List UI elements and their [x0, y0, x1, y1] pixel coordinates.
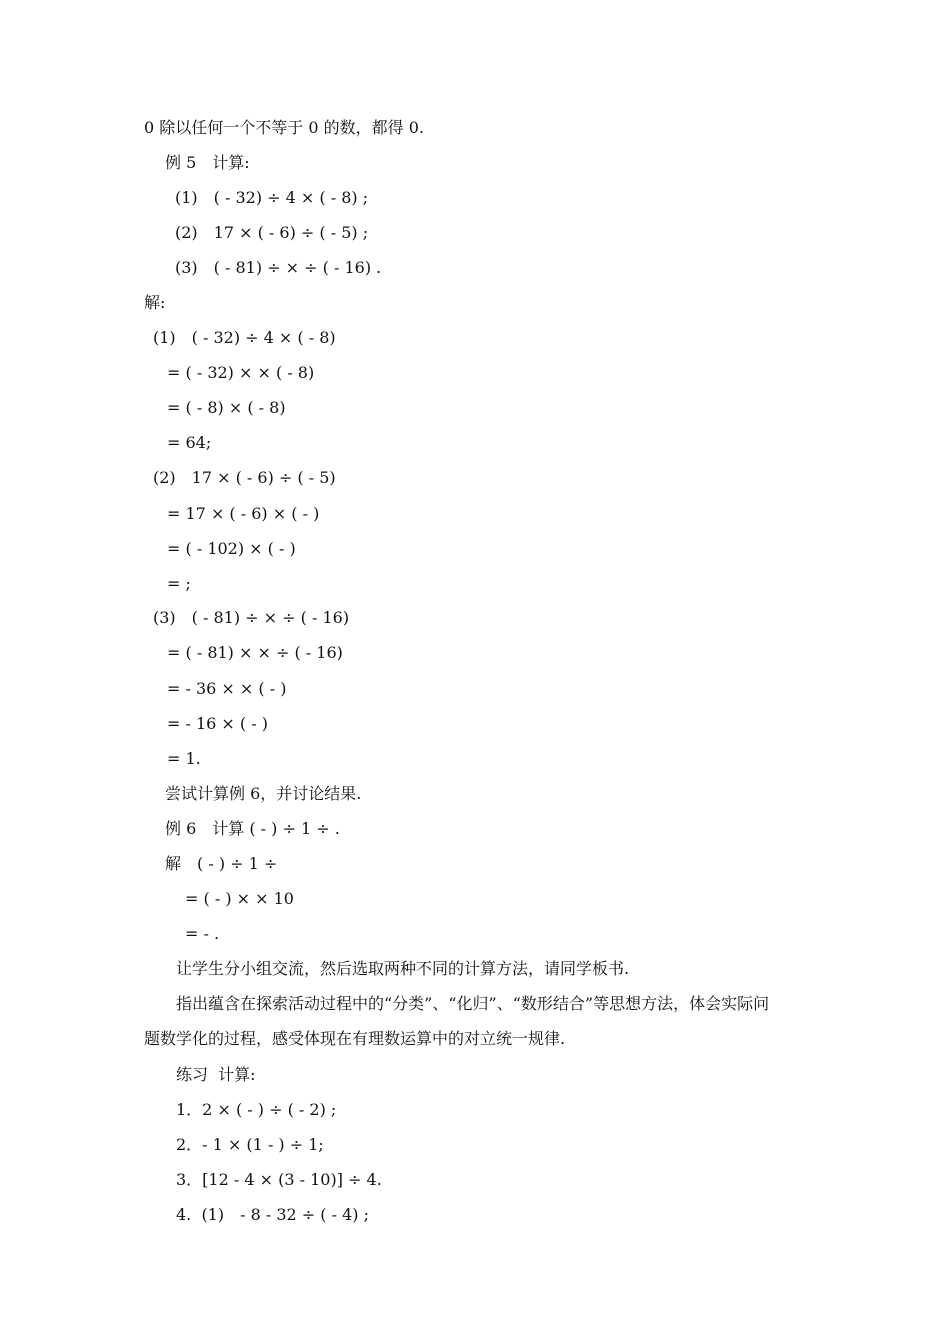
solution-step: = - 16 × ( - ) [167, 714, 268, 733]
exercise-item: 4. (1) - 8 - 32 ÷ ( - 4) ; [176, 1205, 370, 1224]
exercise-item: 2．- 1 × (1 - ) ÷ 1; [176, 1135, 324, 1154]
solution-step: = 64; [167, 433, 212, 452]
solution-step: = ( - 32) × × ( - 8) [167, 363, 315, 382]
solution-step: = ( - 8) × ( - 8) [167, 398, 286, 417]
example-heading: 例 5 计算: [165, 153, 250, 172]
text-line: 题数学化的过程，感受体现在有理数运算中的对立统一规律. [144, 1029, 566, 1048]
text-line: 让学生分小组交流，然后选取两种不同的计算方法，请同学板书. [176, 959, 630, 978]
solution-step: = ( - ) × × 10 [185, 889, 294, 908]
solution-step: = ( - 81) × × ÷ ( - 16) [167, 643, 343, 662]
problem-item: (1) ( - 32) ÷ 4 × ( - 8) ; [175, 188, 369, 207]
solution-step: 解 ( - ) ÷ 1 ÷ [165, 854, 278, 873]
exercise-item: 1．2 × ( - ) ÷ ( - 2) ; [176, 1100, 337, 1119]
solution-heading: 解: [144, 293, 166, 312]
solution-step: = ( - 102) × ( - ) [167, 539, 296, 558]
solution-step: = - . [185, 924, 220, 943]
solution-step: (1) ( - 32) ÷ 4 × ( - 8) [153, 328, 336, 347]
solution-step: = 17 × ( - 6) × ( - ) [167, 504, 320, 523]
problem-item: (3) ( - 81) ÷ × ÷ ( - 16) . [175, 258, 382, 277]
example-heading: 例 6 计算 ( - ) ÷ 1 ÷ . [165, 819, 340, 838]
text-line: 指出蕴含在探索活动过程中的“分类”、“化归”、“数形结合”等思想方法，体会实际问 [176, 994, 770, 1013]
problem-item: (2) 17 × ( - 6) ÷ ( - 5) ; [175, 223, 369, 242]
exercise-item: 3．[12 - 4 × (3 - 10)] ÷ 4. [176, 1170, 382, 1189]
solution-step: (3) ( - 81) ÷ × ÷ ( - 16) [153, 608, 350, 627]
text-line: 尝试计算例 6，并讨论结果. [165, 784, 362, 803]
text-line: 0 除以任何一个不等于 0 的数，都得 0. [144, 118, 424, 137]
solution-step: (2) 17 × ( - 6) ÷ ( - 5) [153, 468, 336, 487]
solution-step: = - 36 × × ( - ) [167, 679, 287, 698]
solution-step: = 1. [167, 749, 201, 768]
exercise-heading: 练习 计算: [176, 1065, 256, 1084]
solution-step: = ; [167, 574, 191, 593]
